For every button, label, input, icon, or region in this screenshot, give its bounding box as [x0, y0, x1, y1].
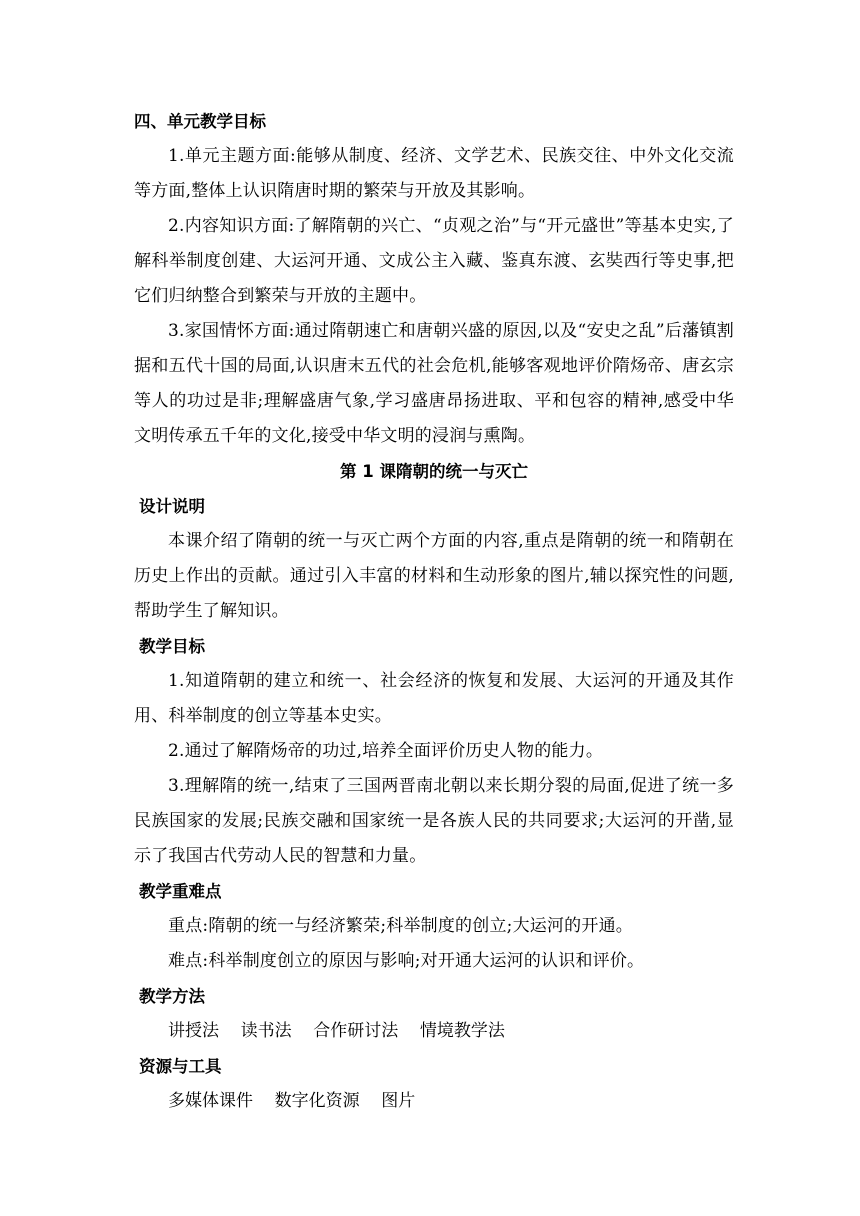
- unit-goals-heading: 四、单元教学目标: [134, 112, 266, 131]
- methods-heading: 教学方法: [139, 987, 205, 1006]
- design-text: 本课介绍了隋朝的统一与灭亡两个方面的内容,重点是隋朝的统一和隋朝在历史上作出的贡献。通过引入丰富的材料和生动形象的图片,辅以探究性的问题,帮助学生了解知识。: [134, 531, 734, 621]
- unit-goal-item: 1.单元主题方面:能够从制度、经济、文学艺术、民族交往、中外文化交流等方面,整体上认识隋唐时期的繁荣与开放及其影响。: [134, 146, 734, 201]
- methods-text: 讲授法 读书法 合作研讨法 情境教学法: [168, 1021, 505, 1041]
- unit-goal-item: 3.家国情怀方面:通过隋朝速亡和唐朝兴盛的原因,以及“安史之乱”后藩镇割据和五代十国的局面,认识唐末五代的社会危机,能够客观地评价隋炀帝、唐玄宗等人的功过是非;理解盛唐气象,学习盛唐昂扬进取、平和包容的精神,感受中华文明传承五千年的文化,接受中华文明的浸润与熏陶。: [134, 321, 734, 446]
- objectives-heading: 教学目标: [139, 637, 205, 656]
- key-point-text: 重点:隋朝的统一与经济繁荣;科举制度的创立;大运河的开通。: [168, 916, 633, 936]
- objective-item: 3.理解隋的统一,结束了三国两晋南北朝以来长期分裂的局面,促进了统一多民族国家的发展;民族交融和国家统一是各族人民的共同要求;大运河的开凿,显示了我国古代劳动人民的智慧和力量。: [134, 776, 734, 866]
- resources-text: 多媒体课件 数字化资源 图片: [168, 1091, 416, 1111]
- design-heading: 设计说明: [139, 497, 205, 516]
- unit-goal-item: 2.内容知识方面:了解隋朝的兴亡、“贞观之治”与“开元盛世”等基本史实,了解科举制度创建、大运河开通、文成公主入藏、鉴真东渡、玄奘西行等史事,把它们归纳整合到繁荣与开放的主题中。: [134, 216, 734, 306]
- objective-item: 2.通过了解隋炀帝的功过,培养全面评价历史人物的能力。: [168, 741, 604, 761]
- key-points-heading: 教学重难点: [139, 882, 222, 901]
- lesson-title: 第 1 课隋朝的统一与灭亡: [340, 462, 528, 481]
- difficult-point-text: 难点:科举制度创立的原因与影响;对开通大运河的认识和评价。: [168, 951, 645, 971]
- objective-item: 1.知道隋朝的建立和统一、社会经济的恢复和发展、大运河的开通及其作用、科举制度的创立等基本史实。: [134, 671, 734, 726]
- document-body: [134, 104, 734, 1119]
- resources-heading: 资源与工具: [139, 1057, 222, 1076]
